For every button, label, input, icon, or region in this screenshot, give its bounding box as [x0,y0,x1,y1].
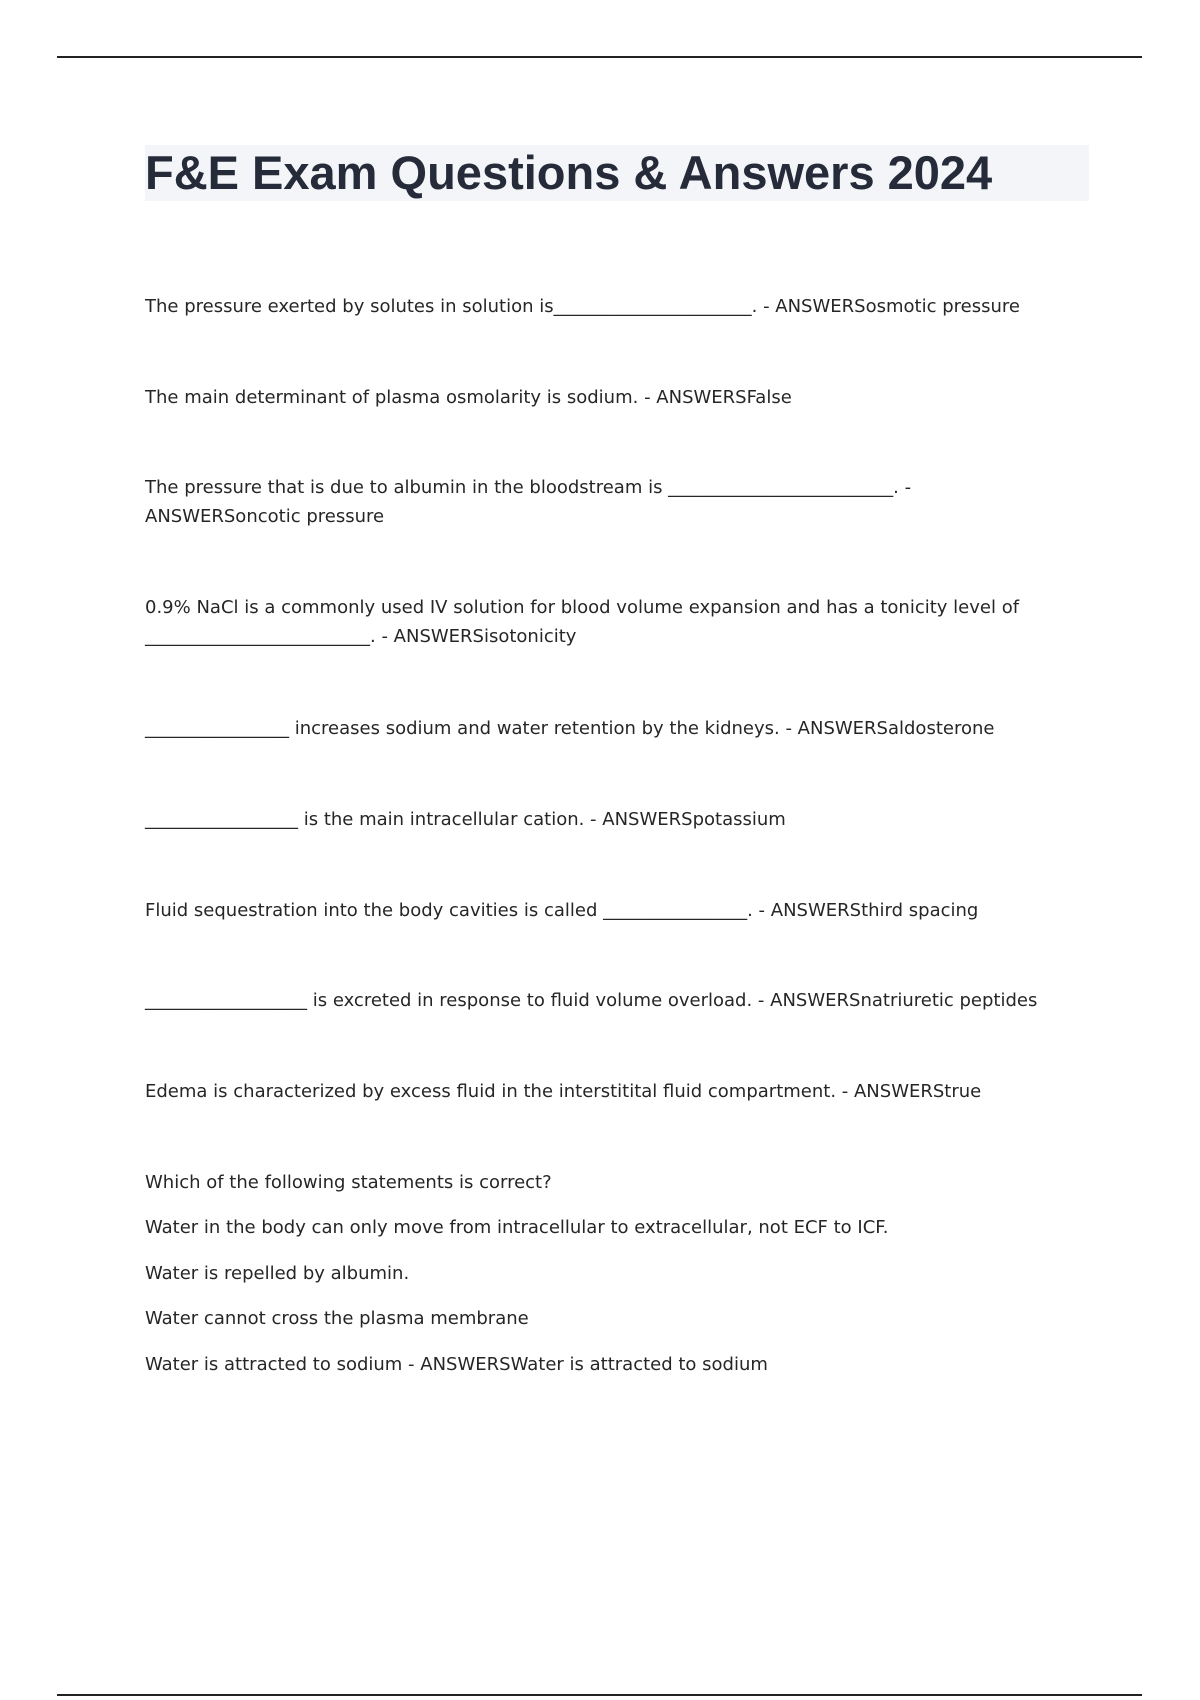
qa-item-4 [145,593,1075,651]
page-title: F&E Exam Questions & Answers 2024 [145,146,993,199]
bottom-rule [57,1694,1142,1696]
qa-item-1 [145,292,1075,321]
qa-item-text: _________________________. - ANSWERSisotonicity [145,626,577,647]
qa-item-text: The pressure that is due to albumin in the bloodstream is _________________________. - [145,477,912,498]
qa-item-2 [145,383,1075,412]
qa-item-text: ________________ increases sodium and water retention by the kidneys. - ANSWERSaldosterone [145,718,995,739]
qa-item-9 [145,1077,1075,1106]
qa-item-text: The main determinant of plasma osmolarity is sodium. - ANSWERSFalse [145,387,792,408]
qa-item-text: __________________ is excreted in response to fluid volume overload. - ANSWERSnatriuretic peptides [145,990,1038,1011]
qa-item-6 [145,805,1075,834]
mc-option: Water cannot cross the plasma membrane [145,1308,529,1329]
mc-option: Water is repelled by albumin. [145,1263,410,1284]
top-rule [57,56,1142,58]
mc-option-answer: Water is attracted to sodium - ANSWERSWater is attracted to sodium [145,1354,768,1375]
qa-item-3 [145,473,1075,531]
qa-item-text: The pressure exerted by solutes in solution is______________________. - ANSWERSosmotic pressure [145,296,1020,317]
qa-item-7 [145,896,1075,925]
qa-item-text: Fluid sequestration into the body cavities is called ________________. - ANSWERSthird spacing [145,900,979,921]
mc-question: Which of the following statements is correct? [145,1172,552,1193]
qa-item-text: 0.9% NaCl is a commonly used IV solution for blood volume expansion and has a tonicity level of [145,597,1020,618]
mc-option: Water in the body can only move from intracellular to extracellular, not ECF to ICF. [145,1217,889,1238]
qa-item-text: ANSWERSoncotic pressure [145,506,385,527]
qa-item-5 [145,714,1075,743]
qa-item-8 [145,986,1075,1015]
qa-item-text: _________________ is the main intracellular cation. - ANSWERSpotassium [145,809,786,830]
qa-item-text: Edema is characterized by excess fluid in the interstitital fluid compartment. - ANSWERStrue [145,1081,982,1102]
